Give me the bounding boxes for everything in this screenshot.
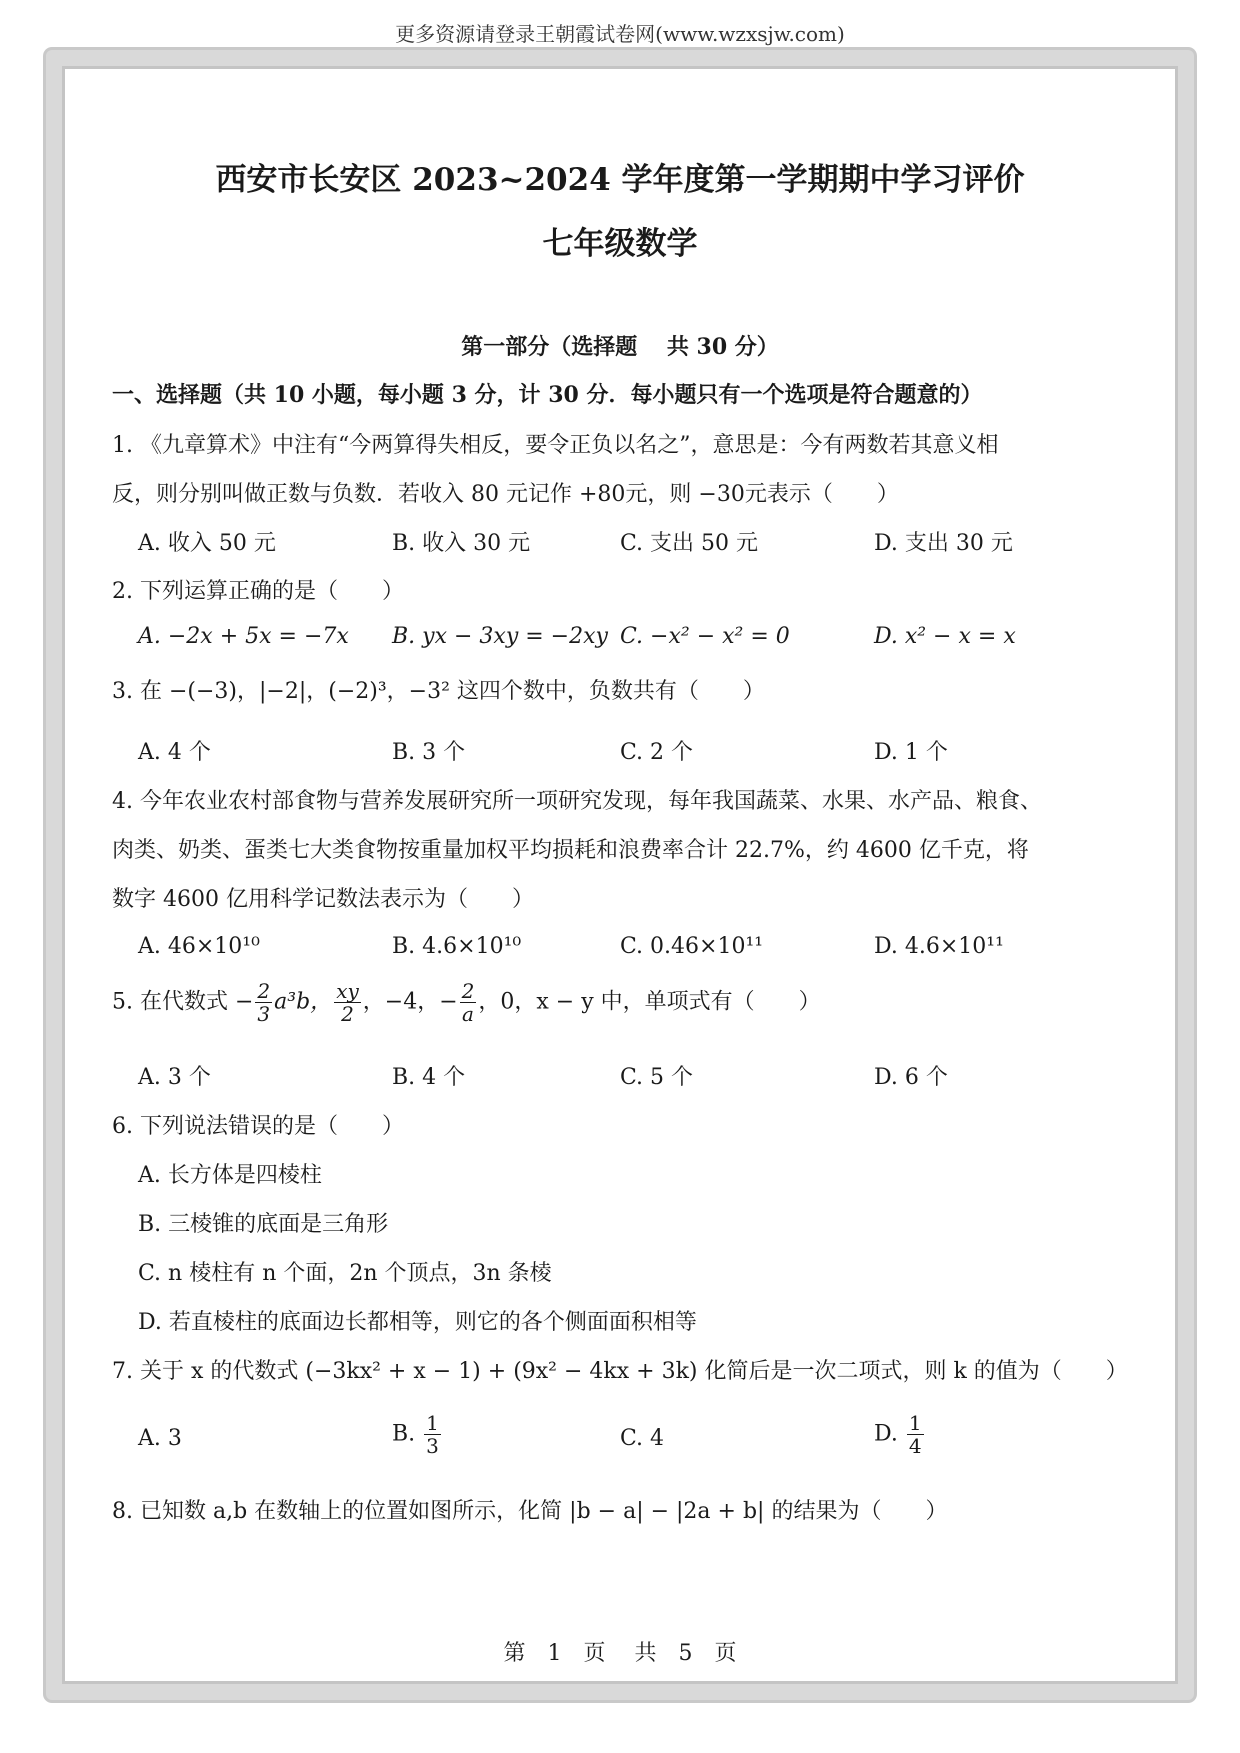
- q5-stem: [112, 980, 821, 1025]
- q7-option-b-label: B.: [392, 1421, 416, 1447]
- q5-option-a: A. 3 个: [138, 1065, 211, 1090]
- q5-frac1-num: 2: [257, 979, 271, 1003]
- q7-optd-num: 1: [908, 1411, 922, 1435]
- header-note: 更多资源请登录王朝霞试卷网(www.wzxsjw.com): [395, 22, 845, 46]
- exam-subject: 七年级数学: [542, 226, 698, 262]
- q4-option-b: B. 4.6×10¹⁰: [392, 934, 522, 959]
- q2-option-a: A. −2x + 5x = −7x: [138, 624, 349, 649]
- q3-option-a: A. 4 个: [138, 740, 211, 765]
- q4-line1: 4. 今年农业农村部食物与营养发展研究所一项研究发现，每年我国蔬菜、水果、水产品、粮食、: [112, 789, 1042, 814]
- q5-option-d: D. 6 个: [874, 1065, 948, 1090]
- q3-stem: 3. 在 −(−3)，|−2|，(−2)³，−3² 这四个数中，负数共有（ ）: [112, 679, 765, 704]
- q1-option-b: B. 收入 30 元: [392, 531, 531, 556]
- q7-option-d: [874, 1412, 926, 1457]
- q7-stem: 7. 关于 x 的代数式 (−3kx² + x − 1) + (9x² − 4kx + 3k) 化简后是一次二项式，则 k 的值为（ ）: [112, 1359, 1128, 1384]
- q7-optb-den: 3: [426, 1434, 439, 1458]
- q5-fraction-1: [255, 980, 272, 1025]
- q4-line3: 数字 4600 亿用科学记数法表示为（ ）: [112, 887, 534, 912]
- q7-optd-den: 4: [908, 1434, 922, 1458]
- q6-option-d: D. 若直棱柱的底面边长都相等，则它的各个侧面面积相等: [138, 1310, 697, 1335]
- q5-frac3-num: 2: [461, 979, 475, 1003]
- q1-option-a: A. 收入 50 元: [138, 531, 276, 556]
- q5-frac2-num: xy: [336, 979, 359, 1003]
- q4-option-d: D. 4.6×10¹¹: [874, 934, 1004, 959]
- q2-option-b: B. yx − 3xy = −2xy: [392, 624, 608, 649]
- q5-fraction-2: [334, 980, 361, 1025]
- q7-option-d-fraction: [907, 1412, 924, 1457]
- q3-option-c: C. 2 个: [620, 740, 694, 765]
- q3-option-d: D. 1 个: [874, 740, 948, 765]
- q7-option-a: A. 3: [138, 1426, 182, 1451]
- q7-option-b: [392, 1412, 443, 1457]
- q5-option-c: C. 5 个: [620, 1065, 694, 1090]
- q1-line1: 1. 《九章算术》中注有“今两算得失相反，要令正负以名之”，意思是：今有两数若其意义相: [112, 433, 999, 458]
- q5-option-b: B. 4 个: [392, 1065, 466, 1090]
- q6-option-b: B. 三棱锥的底面是三角形: [138, 1212, 389, 1237]
- q3-option-b: B. 3 个: [392, 740, 466, 765]
- q1-option-c: C. 支出 50 元: [620, 531, 759, 556]
- q4-option-c: C. 0.46×10¹¹: [620, 934, 764, 959]
- part-heading: 第一部分（选择题 共 30 分）: [461, 334, 779, 360]
- q2-option-c: C. −x² − x² = 0: [620, 624, 790, 649]
- q5-fraction-3: [460, 980, 477, 1025]
- q1-option-d: D. 支出 30 元: [874, 531, 1013, 556]
- q8-stem: 8. 已知数 a,b 在数轴上的位置如图所示，化简 |b − a| − |2a + b| 的结果为（ ）: [112, 1499, 948, 1524]
- q2-option-d: D. x² − x = x: [874, 624, 1016, 649]
- q7-optb-num: 1: [426, 1411, 439, 1435]
- q5-mid2: ，−4，−: [362, 989, 458, 1015]
- exam-title: 西安市长安区 2023~2024 学年度第一学期期中学习评价: [215, 162, 1025, 198]
- q4-line2: 肉类、奶类、蛋类七大类食物按重量加权平均损耗和浪费率合计 22.7%，约 4600 亿千克，将: [112, 838, 1029, 863]
- q1-line2: 反，则分别叫做正数与负数．若收入 80 元记作 +80元，则 −30元表示（ ）: [112, 482, 899, 507]
- q5-frac1-den: 3: [257, 1002, 271, 1026]
- q6-option-a: A. 长方体是四棱柱: [138, 1163, 322, 1188]
- page-footer: 第 1 页 共 5 页: [503, 1641, 737, 1666]
- q5-suffix: ，0，x − y 中，单项式有（ ）: [478, 989, 821, 1015]
- q2-stem: 2. 下列运算正确的是（ ）: [112, 579, 404, 604]
- q5-mid1: a³b，: [274, 989, 333, 1015]
- q5-frac2-den: 2: [341, 1002, 354, 1026]
- q5-prefix: 5. 在代数式 −: [112, 989, 254, 1015]
- q4-option-a: A. 46×10¹⁰: [138, 934, 260, 959]
- section-heading: 一、选择题（共 10 小题，每小题 3 分，计 30 分．每小题只有一个选项是符合题意的）: [112, 382, 983, 408]
- q7-option-d-label: D.: [874, 1421, 898, 1447]
- q6-option-c: C. n 棱柱有 n 个面，2n 个顶点，3n 条棱: [138, 1261, 552, 1286]
- q7-option-b-fraction: [424, 1412, 441, 1457]
- q6-stem: 6. 下列说法错误的是（ ）: [112, 1114, 404, 1139]
- q5-frac3-den: a: [462, 1002, 474, 1026]
- q7-option-c: C. 4: [620, 1426, 665, 1451]
